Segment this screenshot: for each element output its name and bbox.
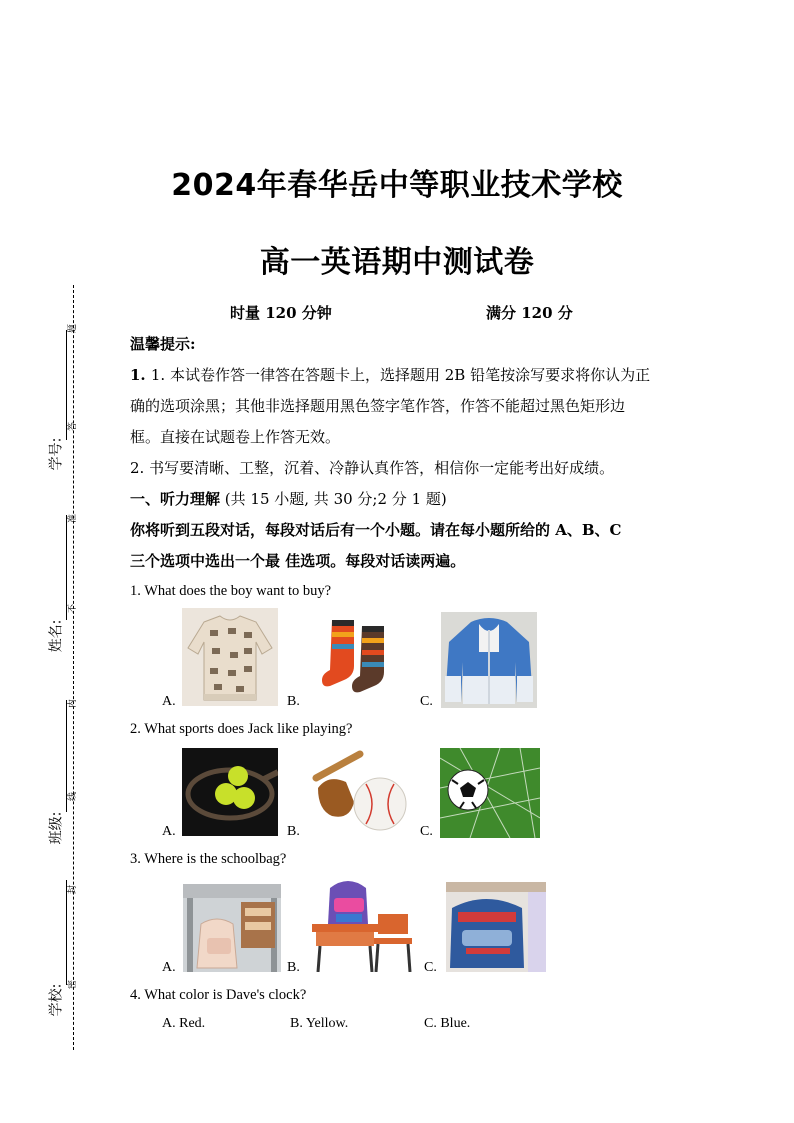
option-3a-image[interactable] [183,884,281,972]
bag-under-desk-icon [183,884,281,972]
soccer-ball-icon [440,748,540,838]
option-1b-label: B. [287,694,300,709]
exam-score: 满分 120 分 [486,304,573,322]
option-4c[interactable]: C. Blue. [424,1016,471,1031]
option-3c-image[interactable] [446,882,546,972]
baseball-glove-icon [310,748,410,838]
option-2a-image[interactable] [182,748,278,836]
notice-item1-line: 框。直接在试题卷上作答无效。 [130,428,341,446]
school-label: 学校: [48,983,65,1017]
option-1a-image[interactable] [182,608,278,706]
option-2c-label: C. [420,824,433,839]
name-label: 姓名: [48,619,65,653]
option-1a-label: A. [162,694,176,709]
notice-item1-line: 1. 1. 本试卷作答一律答在答题卡上，选择题用 2B 铅笔按涂写要求将你认为正 [130,366,651,384]
exam-title-subject: 高一英语期中测试卷 [259,245,535,280]
exam-time: 时量 120 分钟 [230,304,332,322]
question-3: 3. Where is the schoolbag? [130,851,287,867]
notice-item2: 2. 书写要清晰、工整，沉着、冷静认真作答，相信你一定能考出好成绩。 [130,459,615,477]
option-3c-label: C. [424,960,437,975]
option-2b-image[interactable] [310,748,410,838]
question-1: 1. What does the boy want to buy? [130,583,332,599]
option-3b-image[interactable] [310,878,416,972]
seal-char: 线 [68,791,79,802]
option-3a-label: A. [162,960,176,975]
seal-char: 准 [68,513,79,524]
class-field[interactable] [66,700,67,812]
notice-item1-line: 确的选项涂黑；其他非选择题用黑色签字笔作答，作答不能超过黑色矩形边 [130,397,626,415]
option-1b-image[interactable] [320,612,398,696]
option-2a-label: A. [162,824,176,839]
question-2: 2. What sports does Jack like playing? [130,721,353,737]
seal-char: 不 [68,603,79,614]
section-instructions: 三个选项中选出一个最 佳选项。每段对话读两遍。 [130,552,466,570]
blue-jacket-icon [441,612,537,708]
option-2c-image[interactable] [440,748,540,838]
student-id-field[interactable] [66,330,67,440]
dinosaur-sweater-icon [182,608,278,706]
class-label: 班级: [48,811,65,845]
school-field[interactable] [66,880,67,985]
section-heading: 一、听力理解 (共 15 小题, 共 30 分;2 分 1 题) [130,490,447,508]
option-1c-label: C. [420,694,433,709]
option-2b-label: B. [287,824,300,839]
option-4a[interactable]: A. Red. [162,1016,206,1031]
seal-char: 密 [68,979,79,990]
bag-on-desk-icon [310,878,416,972]
name-field[interactable] [66,515,67,620]
option-1c-image[interactable] [441,612,537,708]
question-4: 4. What color is Dave's clock? [130,987,307,1003]
exam-title-school: 2024年春华岳中等职业技术学校 [171,168,623,203]
seal-line [73,285,74,1050]
striped-socks-icon [320,612,398,696]
seal-char: 题 [68,323,79,334]
seal-char: 内 [68,698,79,709]
tennis-balls-icon [182,748,278,836]
seal-char: 封 [68,884,79,895]
notice-heading: 温馨提示: [130,335,196,353]
bag-in-cabinet-icon [446,882,546,972]
section-instructions: 你将听到五段对话，每段对话后有一个小题。请在每小题所给的 A、B、C [130,521,622,539]
seal-char: 答 [68,421,79,432]
option-3b-label: B. [287,960,300,975]
option-4b[interactable]: B. Yellow. [290,1016,349,1031]
student-id-label: 学号: [48,437,65,471]
